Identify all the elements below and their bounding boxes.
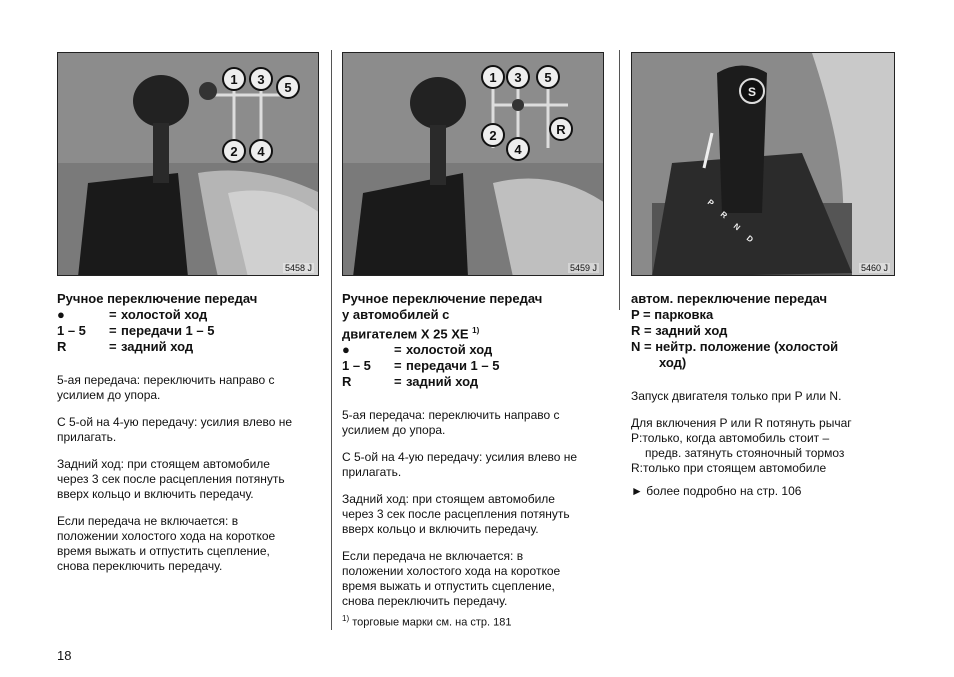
paragraph: Задний ход: при стоящем автомобиле через 3 сек после расцепления потянуть вверх кольцо и включить передачу. xyxy=(57,457,285,501)
column-automatic xyxy=(631,52,893,499)
gear-label: 3 xyxy=(257,72,265,87)
footnote xyxy=(342,614,512,629)
figure-manual-shifter xyxy=(57,52,319,276)
legend xyxy=(57,307,319,355)
gear-label: 2 xyxy=(230,144,238,159)
auto-position-label: D xyxy=(744,233,755,245)
legend-row: N = нейтр. положение (холостой xyxy=(631,339,839,354)
legend-row: 1 – 5 = передачи 1 – 5 xyxy=(57,323,215,338)
legend-row: ● = холостой ход xyxy=(342,342,493,358)
column-manual-x25xe xyxy=(342,52,604,609)
legend-row: R = задний ход xyxy=(631,323,728,338)
gear-label: 4 xyxy=(514,142,522,157)
auto-position-label: N xyxy=(731,221,742,233)
paragraph: Для включения P или R потянуть рычаг P:только, когда автомобиль стоит – предв. затянуть стояночный тормоз R:только при стоящем автомобиле xyxy=(631,416,852,475)
section-heading: Ручное переключение передач xyxy=(57,291,258,306)
footnote-mark: 1) xyxy=(342,614,350,623)
legend-row: P = парковка xyxy=(631,307,714,322)
figure-code: 5458 J xyxy=(284,263,312,273)
column-divider-2 xyxy=(619,50,620,310)
auto-knob-label: S xyxy=(747,85,757,99)
gear-label: 4 xyxy=(257,144,265,159)
auto-position-label: R xyxy=(718,209,729,221)
gear-label: 2 xyxy=(489,128,497,143)
section-heading: Ручное переключение передач у автомобилей с двигателем X 25 XE $^{1)}$ xyxy=(342,291,543,342)
gear-label: 5 xyxy=(284,80,292,95)
figure-code: 5459 J xyxy=(569,263,597,273)
legend-row: R = задний ход xyxy=(57,339,194,354)
paragraph: Если передача не включается: в положении холостого хода на короткое время выжать и отпустить сцепление, снова переключить передачу. xyxy=(57,514,276,573)
column-divider-1 xyxy=(331,50,332,630)
gear-label: R xyxy=(556,122,566,137)
paragraph: Если передача не включается: в положении холостого хода на короткое время выжать и отпустить сцепление, снова переключить передачу. xyxy=(342,549,561,609)
gear-label: 1 xyxy=(489,70,497,85)
gear-label: 5 xyxy=(544,70,552,85)
paragraph: 5-ая передача: переключить направо с усилием до упора. xyxy=(342,408,560,438)
auto-position-label: P xyxy=(705,197,716,208)
legend-row: R = задний ход xyxy=(342,374,479,390)
paragraph: С 5-ой на 4-ую передачу: усилия влево не прилагать. xyxy=(57,415,293,444)
paragraph: Запуск двигателя только при P или N. xyxy=(631,389,842,403)
page-reference: ► более подробно на стр. 106 xyxy=(631,484,802,498)
gear-label: 3 xyxy=(514,70,522,85)
footnote-text: торговые марки см. на стр. 181 xyxy=(352,616,512,629)
column-manual xyxy=(57,52,319,574)
legend-row: ход) xyxy=(659,355,687,370)
figure-manual-shifter-x25xe xyxy=(342,52,604,276)
legend-row: 1 – 5 = передачи 1 – 5 xyxy=(342,358,500,374)
paragraph: Задний ход: при стоящем автомобиле через 3 сек после расцепления потянуть вверх кольцо и включить передачу. xyxy=(342,492,570,537)
figure-automatic-selector xyxy=(631,52,895,276)
section-heading: автом. переключение передач xyxy=(631,291,828,306)
legend xyxy=(342,342,604,390)
paragraph xyxy=(631,484,893,499)
paragraph: 5-ая передача: переключить направо с усилием до упора. xyxy=(57,373,275,402)
legend-row: ● = холостой ход xyxy=(57,307,208,322)
legend xyxy=(631,307,893,371)
footnote-mark: 1) xyxy=(472,326,480,335)
gear-label: 1 xyxy=(230,72,238,87)
figure-code: 5460 J xyxy=(860,263,888,273)
paragraph: С 5-ой на 4-ую передачу: усилия влево не прилагать. xyxy=(342,450,578,480)
page-number: 18 xyxy=(57,648,72,663)
